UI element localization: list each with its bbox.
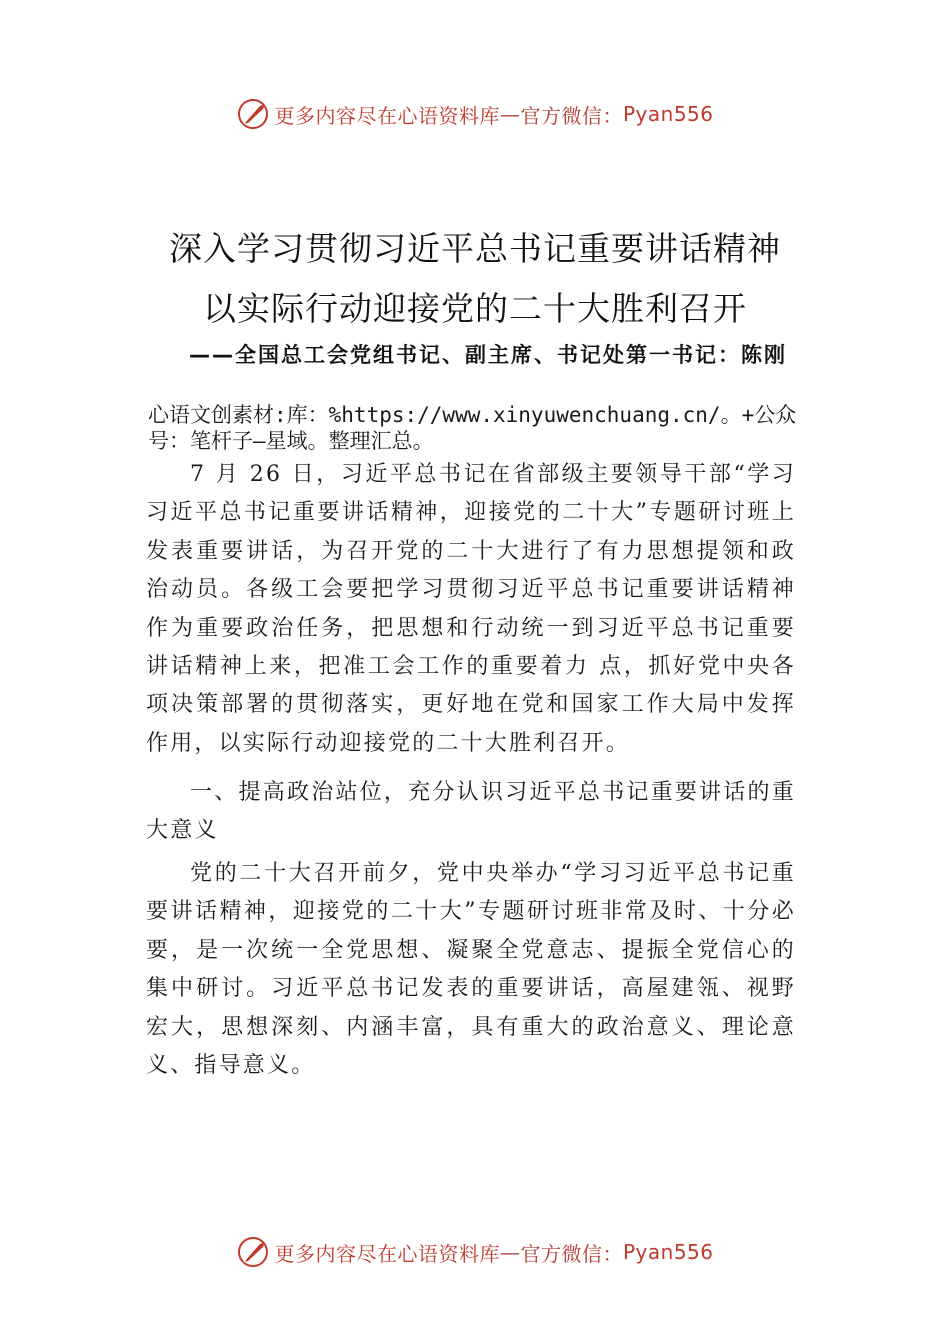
watermark-site-text: 更多内容尽在心语资料库 bbox=[274, 103, 500, 128]
watermark-wechat-id: Pyan556 bbox=[622, 102, 714, 126]
subtitle-author: ——全国总工会党组书记、副主席、书记处第一书记：陈刚 bbox=[189, 343, 787, 367]
watermark-separator: — bbox=[499, 1240, 521, 1264]
source-note: 心语文创素材:库：%https://www.xinyuwenchuang.cn/。+公众号：笔杆子—星域。整理汇总。 bbox=[148, 403, 797, 453]
watermark-header bbox=[0, 94, 950, 134]
quill-pen-icon bbox=[236, 97, 270, 131]
paragraph-2-text: 党的二十大召开前夕，党中央举办“学习习近平总书记重要讲话精神，迎接党的二十大”专题研讨班非常及时、十分必要，是一次统一全党思想、凝聚全党意志、提振全党信心的集中研讨。习近平总书记发表的重要讲话，高屋建瓴、视野宏大，思想深刻、内涵丰富，具有重大的政治意义、理论意义、指导意义。 bbox=[146, 861, 796, 1079]
watermark-wechat-id: Pyan556 bbox=[622, 1240, 714, 1264]
paragraph-1-text: 7 月 26 日，习近平总书记在省部级主要领导干部“学习习近平总书记重要讲话精神，迎接党的二十大”专题研讨班上发表重要讲话，为召开党的二十大进行了有力思想提领和政治动员。各级工会要把学习贯彻习近平总书记重要讲话精神作为重要政治任务，把思想和行动统一到习近平总书记重要讲话精神上来，把准工会工作的重要着力 点，抓好党中央各项决策部署的贯彻落实，更好地在党和国家工作大局中发挥作用，以实际行动迎接党的二十大胜利召开。 bbox=[146, 462, 796, 756]
title-line-1: 深入学习贯彻习近平总书记重要讲话精神 bbox=[169, 229, 781, 268]
watermark-site-text: 更多内容尽在心语资料库 bbox=[274, 1241, 500, 1266]
section-heading-1-text: 一、提高政治站位，充分认识习近平总书记重要讲话的重大意义 bbox=[146, 780, 796, 844]
watermark-footer bbox=[0, 1232, 950, 1272]
paragraph-2 bbox=[146, 855, 796, 1085]
paragraph-1 bbox=[146, 456, 796, 763]
quill-pen-icon bbox=[236, 1235, 270, 1269]
watermark-wechat-label: 官方微信： bbox=[520, 1241, 623, 1266]
watermark-wechat-label: 官方微信： bbox=[520, 103, 623, 128]
section-heading-1 bbox=[146, 774, 796, 851]
title-line-2: 以实际行动迎接党的二十大胜利召开 bbox=[203, 289, 747, 328]
watermark-separator: — bbox=[499, 102, 521, 126]
